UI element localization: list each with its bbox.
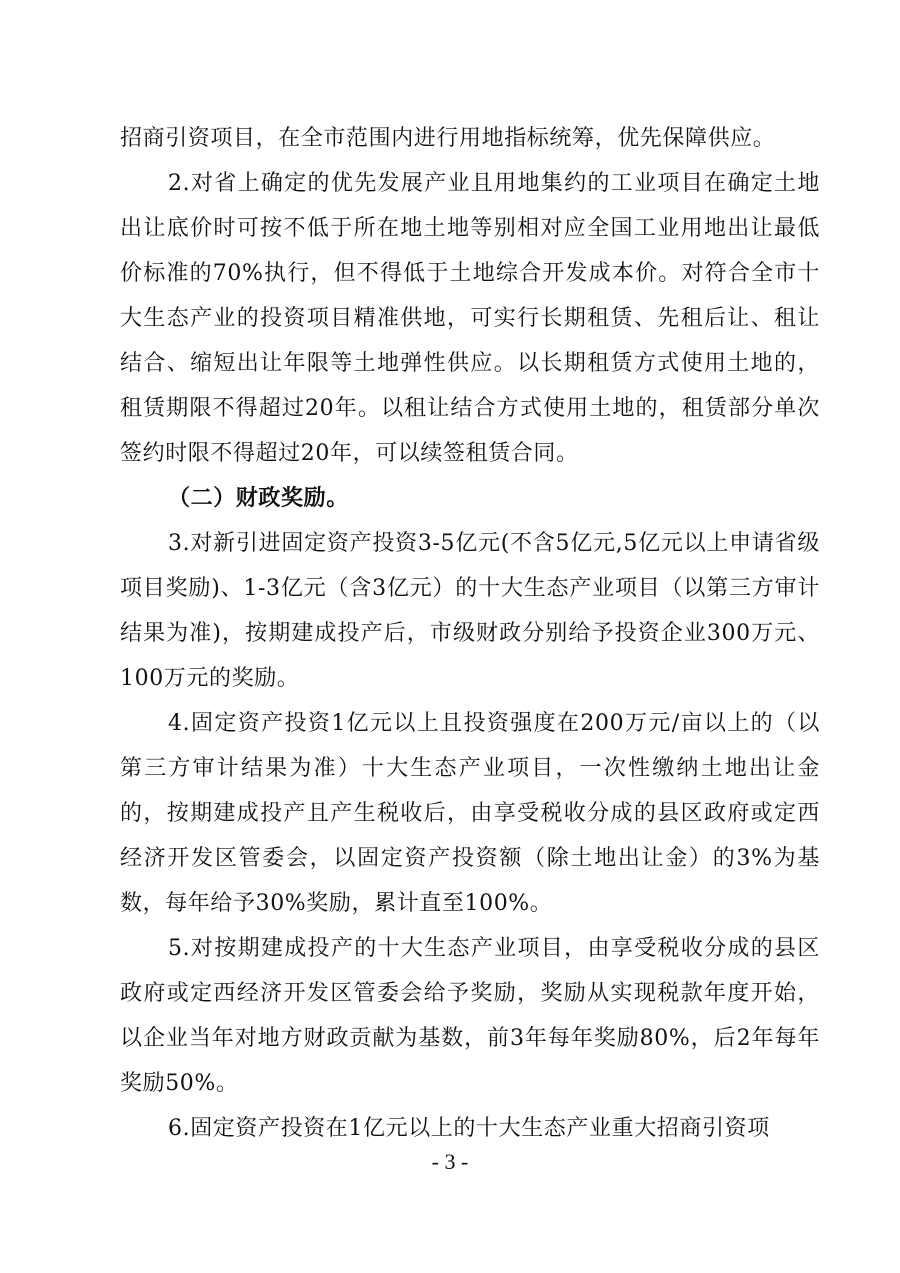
section-heading-fiscal-reward: （二）财政奖励。 — [168, 485, 349, 511]
paragraph-continuation: 招商引资项目，在全市范围内进行用地指标统筹，优先保障供应。 — [120, 126, 776, 151]
paragraph-item-3: 3.对新引进固定资产投资3-5亿元(不含5亿元,5亿元以上申请省级项目奖励)、1-3亿元（含3亿元）的十大生态产业项目（以第三方审计结果为准)，按期建成投产后，市级财政分别给予投资企业300万元、100万元的奖励。 — [120, 531, 820, 691]
body-text — [120, 116, 820, 1151]
paragraph-item-6: 6.固定资产投资在1亿元以上的十大生态产业重大招商引资项 — [168, 1116, 770, 1141]
paragraph-item-5: 5.对按期建成投产的十大生态产业项目，由享受税收分成的县区政府或定西经济开发区管委会给予奖励，奖励从实现税款年度开始，以企业当年对地方财政贡献为基数，前3年每年奖励80%，后2年每年奖励50%。 — [120, 936, 820, 1096]
paragraph-item-4: 4.固定资产投资1亿元以上且投资强度在200万元/亩以上的（以第三方审计结果为准）十大生态产业项目，一次性缴纳土地出让金的，按期建成投产且产生税收后，由享受税收分成的县区政府或定西经济开发区管委会，以固定资产投资额（除土地出让金）的3%为基数，每年给予30%奖励，累计直至100%。 — [120, 711, 820, 916]
paragraph-item-2: 2.对省上确定的优先发展产业且用地集约的工业项目在确定土地出让底价时可按不低于所在地土地等别相对应全国工业用地出让最低价标准的70%执行，但不得低于土地综合开发成本价。对符合全市十大生态产业的投资项目精准供地，可实行长期租赁、先租后让、租让结合、缩短出让年限等土地弹性供应。以长期租赁方式使用土地的，租赁期限不得超过20年。以租让结合方式使用土地的，租赁部分单次签约时限不得超过20年，可以续签租赁合同。 — [120, 171, 820, 466]
page-number: - 3 - — [431, 1149, 469, 1174]
